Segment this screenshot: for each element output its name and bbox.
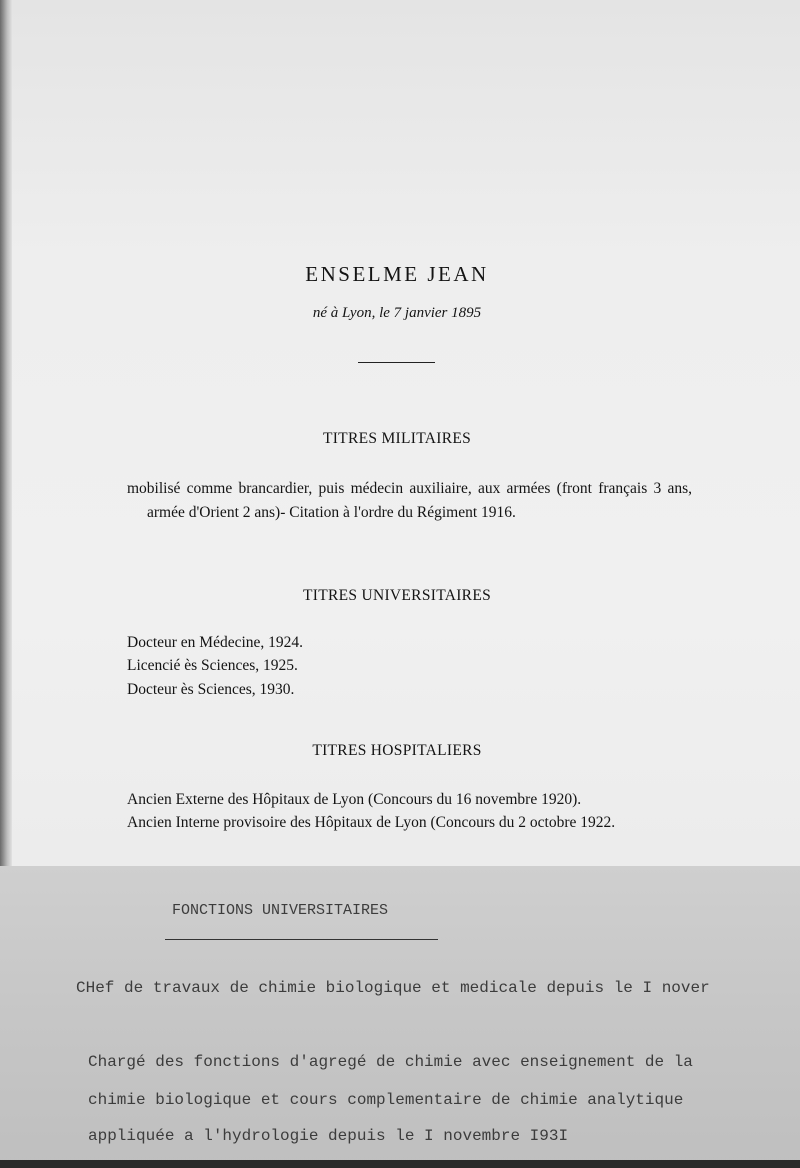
typed-line: chimie biologique et cours complementaire de chimie analytique — [88, 1091, 684, 1109]
birth-info: né à Lyon, le 7 janvier 1895 — [312, 305, 482, 321]
scan-border — [0, 1160, 800, 1168]
typed-line: appliquée a l'hydrologie depuis le I novembre I93I — [88, 1127, 569, 1145]
typed-line: Chargé des fonctions d'agregé de chimie avec enseignement de la — [88, 1053, 693, 1071]
printed-sheet — [12, 0, 800, 866]
typed-line: CHef de travaux de chimie biologique et medicale depuis le I nover — [76, 979, 710, 997]
university-item: Licencié ès Sciences, 1925. — [127, 657, 298, 674]
hospital-item: Ancien Externe des Hôpitaux de Lyon (Concours du 16 novembre 1920). — [127, 791, 582, 808]
title-divider — [358, 362, 435, 363]
hospital-heading: TITRES HOSPITALIERS — [312, 742, 482, 759]
university-item: Docteur ès Sciences, 1930. — [127, 681, 295, 698]
military-text: mobilisé comme brancardier, puis médecin auxiliaire, aux armées (front français 3 ans, armée d'Orient 2 ans)- Citation à l'ordre du Régiment 1916. — [127, 480, 692, 521]
university-item: Docteur en Médecine, 1924. — [127, 634, 304, 651]
typed-heading: FONCTIONS UNIVERSITAIRES — [172, 902, 389, 919]
typed-attachment — [0, 866, 800, 1168]
university-heading: TITRES UNIVERSITAIRES — [302, 587, 492, 604]
person-name: ENSELME JEAN — [305, 262, 489, 286]
hospital-item: Ancien Interne provisoire des Hôpitaux de Lyon (Concours du 2 octobre 1922. — [127, 814, 616, 831]
military-heading: TITRES MILITAIRES — [322, 430, 472, 447]
typed-underline — [165, 939, 438, 940]
